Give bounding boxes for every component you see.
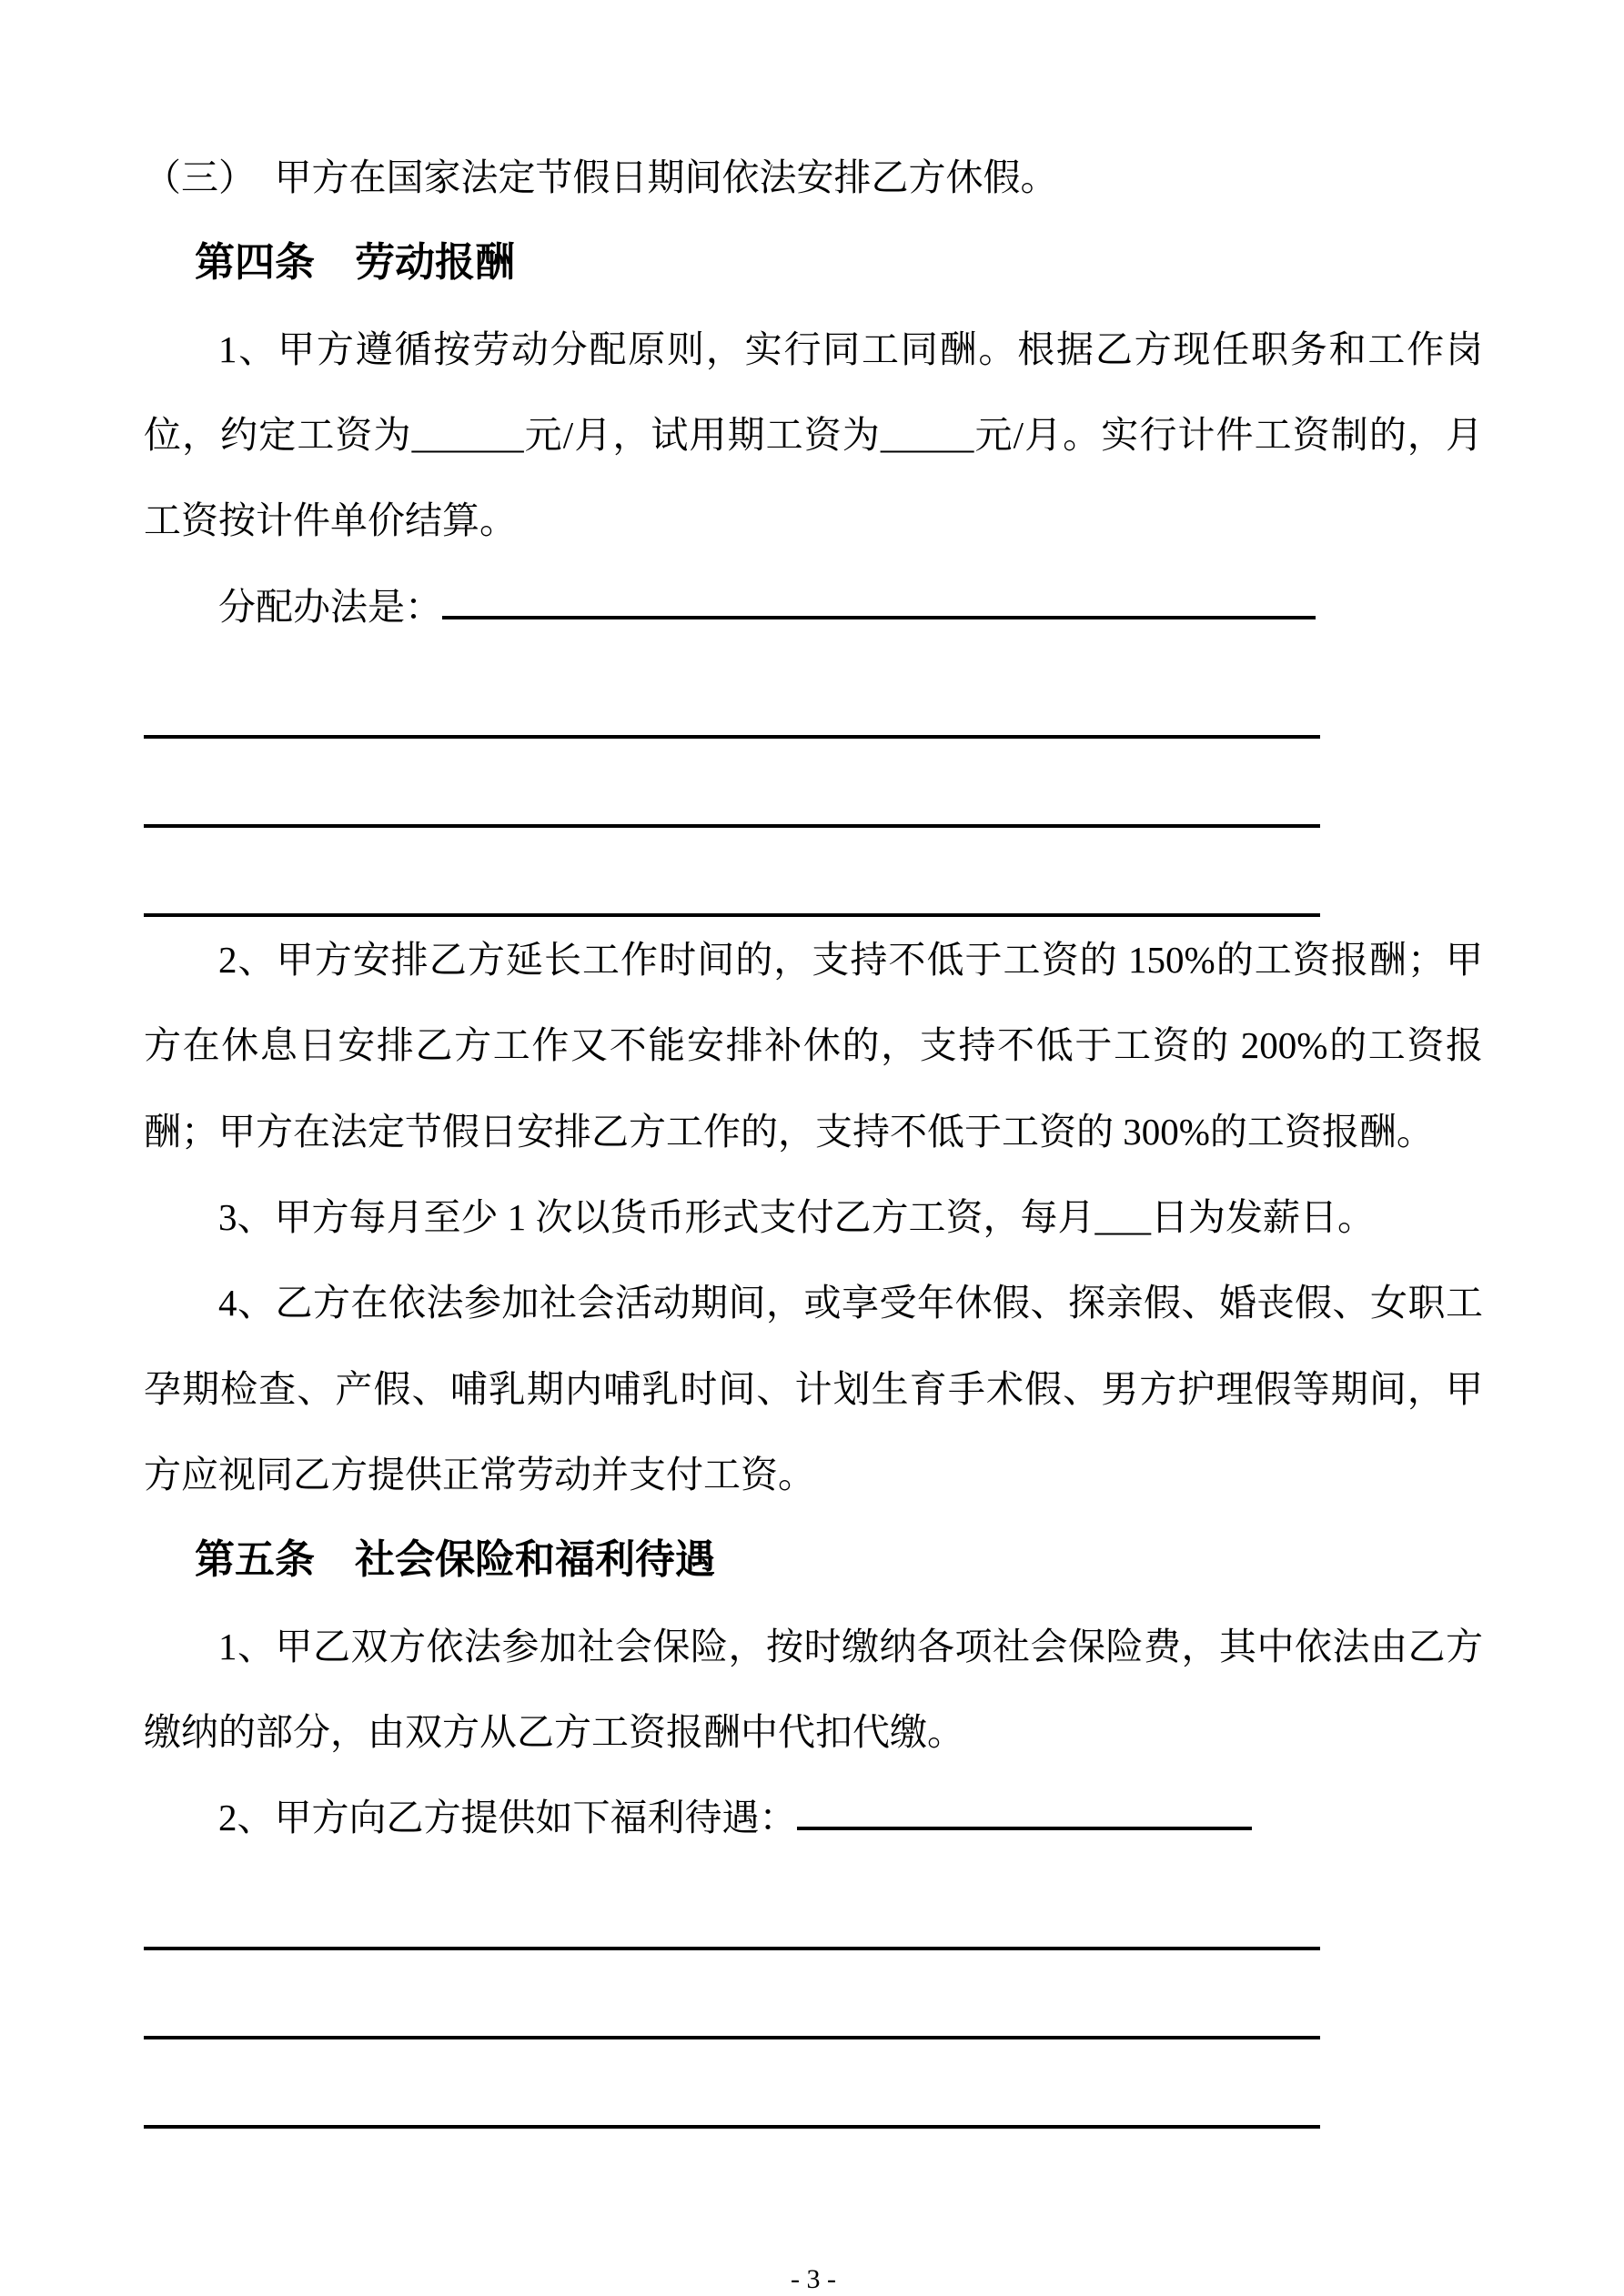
welfare-benefits-label: 2、甲方向乙方提供如下福利待遇： (218, 1797, 797, 1839)
blank-writing-line-3 (144, 828, 1320, 917)
blank-writing-line-4 (144, 1861, 1320, 1950)
welfare-benefits-blank (797, 1789, 1252, 1830)
article-4-paragraph-4: 4、乙方在依法参加社会活动期间，或享受年休假、探亲假、婚丧假、女职工孕期检查、产假、哺乳期内哺乳时间、计划生育手术假、男方护理假等期间，甲方应视同乙方提供正常劳动并支付工资。 (144, 1282, 1483, 1495)
blank-writing-line-2 (144, 739, 1320, 828)
welfare-benefits-line (144, 1775, 1483, 1860)
distribution-method-blank (442, 579, 1316, 619)
distribution-method-line (144, 564, 1483, 650)
article-4-paragraph-2: 2、甲方安排乙方延长工作时间的，支持不低于工资的 150%的工资报酬；甲方在休息日安排乙方工作又不能安排补休的，支持不低于工资的 200%的工资报酬；甲方在法定节假日安排乙方工作的，支持不低于工资的 300%的工资报酬。 (144, 939, 1483, 1153)
blank-writing-line-1 (144, 650, 1320, 739)
blank-writing-line-6 (144, 2039, 1320, 2129)
page-number: - 3 - (791, 2263, 836, 2294)
article-4-paragraph-3: 3、甲方每月至少 1 次以货币形式支付乙方工资，每月___日为发薪日。 (218, 1195, 1375, 1238)
distribution-method-label: 分配办法是： (218, 585, 442, 628)
article-4-paragraph-1: 1、甲方遵循按劳动分配原则，实行同工同酬。根据乙方现任职务和工作岗位，约定工资为______元/月，试用期工资为_____元/月。实行计件工资制的，月工资按计件单价结算。 (144, 327, 1483, 542)
article-5-paragraph-1: 1、甲乙双方依法参加社会保险，按时缴纳各项社会保险费，其中依法由乙方缴纳的部分，由双方从乙方工资报酬中代扣代缴。 (144, 1625, 1483, 1754)
article-5-heading: 第五条 社会保险和福利待遇 (195, 1537, 715, 1583)
clause-3-item: （三） 甲方在国家法定节假日期间依法安排乙方休假。 (144, 156, 1058, 198)
article-4-heading: 第四条 劳动报酬 (195, 240, 515, 286)
blank-writing-line-5 (144, 1950, 1320, 2039)
